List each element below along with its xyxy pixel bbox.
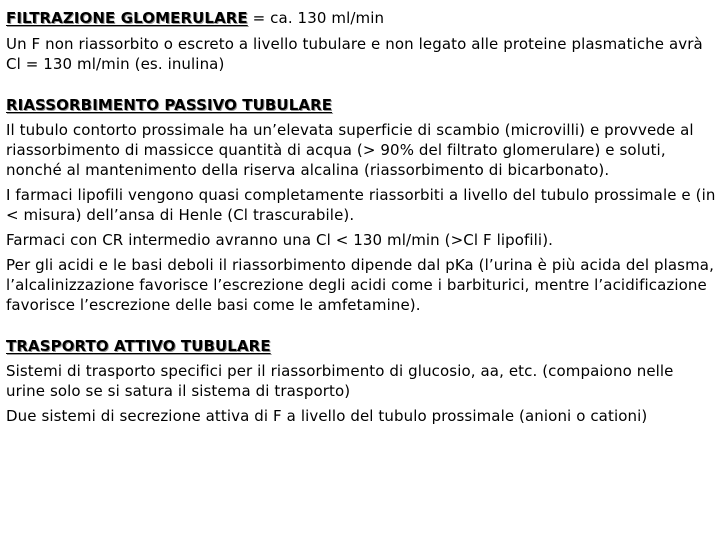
slide-content xyxy=(6,8,716,426)
paragraph-tubulo-contorto: Il tubulo contorto prossimale ha un’elevata superficie di scambio (microvilli) e provvede al riassorbimento di massicce quantità di acqua (> 90% del filtrato glomerulare) e soluti, nonché al mantenimento della riserva alcalina (riassorbimento di bicarbonato). xyxy=(6,121,694,179)
paragraph-secrezione-attiva: Due sistemi di secrezione attiva di F a livello del tubulo prossimale (anioni o cationi) xyxy=(6,407,648,425)
section-filtrazione-title xyxy=(6,8,716,28)
heading-trasporto: TRASPORTO ATTIVO TUBULARE xyxy=(6,337,271,355)
paragraph-farmaci-cr: Farmaci con CR intermedio avranno una Cl < 130 ml/min (>Cl F lipofili). xyxy=(6,231,554,249)
paragraph-acidi-basi: Per gli acidi e le basi deboli il riassorbimento dipende dal pKa (l’urina è più acida del plasma, l’alcalinizzazione favorisce l’escrezione degli acidi come i barbiturici, mentre l’acidificazione favorisce l’escrezione delle basi come le amfetamine). xyxy=(6,256,714,314)
paragraph-farmaci-lipofili: I farmaci lipofili vengono quasi completamente riassorbiti a livello del tubulo prossimale e (in < misura) dell’ansa di Henle (Cl trascurabile). xyxy=(6,186,716,224)
section-trasporto-title xyxy=(6,336,716,356)
heading-filtrazione: FILTRAZIONE GLOMERULARE xyxy=(6,9,248,27)
section-riassorbimento-title xyxy=(6,95,716,115)
paragraph-sistemi-trasporto: Sistemi di trasporto specifici per il riassorbimento di glucosio, aa, etc. (compaiono nelle urine solo se si satura il sistema di trasporto) xyxy=(6,362,674,400)
filtration-rate: = ca. 130 ml/min xyxy=(247,9,385,27)
heading-riassorbimento: RIASSORBIMENTO PASSIVO TUBULARE xyxy=(6,96,333,114)
paragraph-inulina: Un F non riassorbito o escreto a livello tubulare e non legato alle proteine plasmatiche avrà Cl = 130 ml/min (es. inulina) xyxy=(6,35,703,73)
